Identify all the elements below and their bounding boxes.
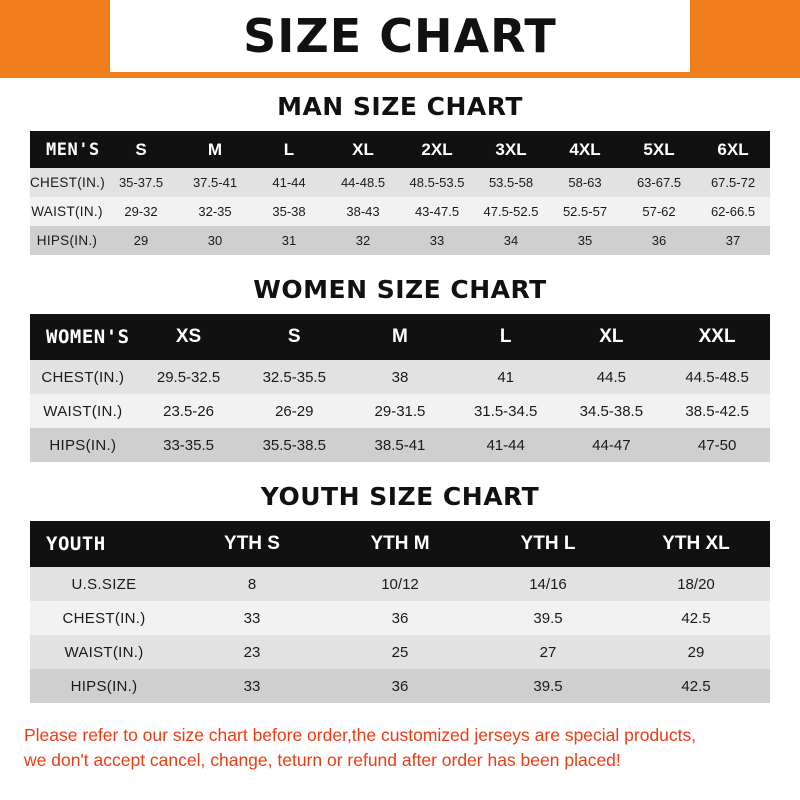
men-chest-2xl: 48.5-53.5 — [409, 175, 465, 190]
women-col-xl: XL — [559, 314, 665, 360]
table-row — [30, 197, 770, 226]
men-hips-xl: 32 — [355, 233, 371, 248]
men-hips-s: 29 — [133, 233, 149, 248]
men-chest-3xl: 53.5-58 — [488, 175, 534, 190]
women-col-l: L — [453, 314, 559, 360]
note-line-2: we don't accept cancel, change, teturn or refund after order has been placed! — [24, 750, 621, 771]
men-row-hips-label: HIPS(IN.) — [36, 233, 98, 248]
men-waist-2xl: 43-47.5 — [414, 204, 460, 219]
youth-chest-xl: 42.5 — [681, 609, 711, 627]
men-size-table — [30, 131, 770, 255]
men-chest-6xl: 67.5-72 — [710, 175, 756, 190]
women-hips-xs: 33-35.5 — [163, 436, 214, 454]
men-waist-l: 35-38 — [272, 204, 306, 219]
women-col-s: S — [241, 314, 347, 360]
table-row — [30, 168, 770, 197]
women-waist-xxl: 38.5-42.5 — [685, 402, 749, 420]
women-hips-m: 38.5-41 — [374, 436, 426, 454]
youth-header-label: YOUTH — [30, 521, 178, 567]
men-waist-s: 29-32 — [124, 204, 158, 219]
women-waist-l: 31.5-34.5 — [473, 402, 538, 420]
youth-row-ussize-label: U.S.SIZE — [71, 575, 137, 593]
youth-waist-xl: 29 — [687, 643, 705, 661]
men-hips-4xl: 35 — [577, 233, 593, 248]
youth-col-l: YTH L — [474, 521, 622, 567]
table-header-row — [30, 131, 770, 168]
women-section-title: WOMEN SIZE CHART — [253, 275, 547, 304]
header-banner — [0, 0, 800, 72]
youth-col-m: YTH M — [326, 521, 474, 567]
women-size-table — [30, 314, 770, 462]
youth-hips-s: 33 — [243, 677, 261, 695]
women-waist-xl: 34.5-38.5 — [579, 402, 644, 420]
men-hips-l: 31 — [281, 233, 297, 248]
table-header-row — [30, 521, 770, 567]
men-col-l: L — [252, 131, 326, 168]
men-waist-3xl: 47.5-52.5 — [483, 204, 539, 219]
men-hips-2xl: 33 — [429, 233, 445, 248]
women-col-xxl: XXL — [664, 314, 770, 360]
men-section-title: MAN SIZE CHART — [277, 92, 523, 121]
men-chest-4xl: 58-63 — [568, 175, 602, 190]
table-row — [30, 635, 770, 669]
youth-section-title: YOUTH SIZE CHART — [260, 482, 540, 511]
women-chest-s: 32.5-35.5 — [262, 368, 326, 386]
youth-chest-s: 33 — [243, 609, 261, 627]
women-chest-xs: 29.5-32.5 — [156, 368, 221, 386]
youth-waist-l: 27 — [539, 643, 557, 661]
men-col-m: M — [178, 131, 252, 168]
table-row — [30, 669, 770, 703]
men-col-4xl: 4XL — [548, 131, 622, 168]
youth-row-chest-label: CHEST(IN.) — [62, 609, 146, 627]
men-waist-4xl: 52.5-57 — [562, 204, 608, 219]
women-chest-xxl: 44.5-48.5 — [685, 368, 749, 386]
youth-ussize-m: 10/12 — [381, 575, 419, 593]
men-chest-s: 35-37.5 — [118, 175, 164, 190]
table-row — [30, 226, 770, 255]
women-hips-s: 35.5-38.5 — [262, 436, 326, 454]
youth-waist-m: 25 — [391, 643, 409, 661]
men-row-chest-label: CHEST(IN.) — [30, 175, 105, 190]
youth-col-xl: YTH XL — [622, 521, 770, 567]
men-col-s: S — [104, 131, 178, 168]
men-chest-l: 41-44 — [272, 175, 306, 190]
men-hips-3xl: 34 — [503, 233, 519, 248]
men-col-xl: XL — [326, 131, 400, 168]
page-title: SIZE CHART — [243, 9, 557, 63]
table-row — [30, 360, 770, 394]
women-hips-xl: 44-47 — [592, 436, 631, 454]
youth-hips-m: 36 — [391, 677, 409, 695]
youth-ussize-l: 14/16 — [529, 575, 567, 593]
women-col-m: M — [347, 314, 453, 360]
women-hips-xxl: 47-50 — [697, 436, 737, 454]
women-row-hips-label: HIPS(IN.) — [49, 436, 117, 454]
women-chest-xl: 44.5 — [596, 368, 626, 386]
men-chest-m: 37.5-41 — [192, 175, 238, 190]
women-waist-xs: 23.5-26 — [163, 402, 214, 420]
women-chest-m: 38 — [391, 368, 409, 386]
women-row-waist-label: WAIST(IN.) — [43, 402, 123, 420]
youth-ussize-xl: 18/20 — [677, 575, 715, 593]
men-hips-5xl: 36 — [651, 233, 667, 248]
men-waist-xl: 38-43 — [346, 204, 380, 219]
youth-waist-s: 23 — [243, 643, 261, 661]
youth-size-table — [30, 521, 770, 703]
men-chest-5xl: 63-67.5 — [636, 175, 682, 190]
men-waist-m: 32-35 — [198, 204, 232, 219]
youth-ussize-s: 8 — [247, 575, 257, 593]
men-col-3xl: 3XL — [474, 131, 548, 168]
men-waist-5xl: 57-62 — [642, 204, 676, 219]
table-header-row — [30, 314, 770, 360]
table-row — [30, 394, 770, 428]
men-col-6xl: 6XL — [696, 131, 770, 168]
men-col-2xl: 2XL — [400, 131, 474, 168]
youth-hips-l: 39.5 — [533, 677, 563, 695]
table-row — [30, 601, 770, 635]
men-waist-6xl: 62-66.5 — [710, 204, 756, 219]
men-chest-xl: 44-48.5 — [340, 175, 386, 190]
men-row-waist-label: WAIST(IN.) — [31, 204, 103, 219]
order-policy-note — [24, 723, 776, 774]
women-col-xs: XS — [136, 314, 242, 360]
youth-hips-xl: 42.5 — [681, 677, 711, 695]
note-line-1: Please refer to our size chart before order,the customized jerseys are special products, — [24, 725, 697, 745]
women-waist-m: 29-31.5 — [374, 402, 426, 420]
women-hips-l: 41-44 — [486, 436, 525, 454]
men-hips-6xl: 37 — [725, 233, 741, 248]
youth-col-s: YTH S — [178, 521, 326, 567]
women-chest-l: 41 — [497, 368, 514, 386]
women-row-chest-label: CHEST(IN.) — [41, 368, 125, 386]
men-hips-m: 30 — [207, 233, 223, 248]
youth-row-hips-label: HIPS(IN.) — [70, 677, 138, 695]
women-header-label: WOMEN'S — [30, 314, 136, 360]
men-col-5xl: 5XL — [622, 131, 696, 168]
table-row — [30, 567, 770, 601]
youth-chest-m: 36 — [391, 609, 409, 627]
table-row — [30, 428, 770, 462]
youth-row-waist-label: WAIST(IN.) — [64, 643, 144, 661]
men-header-label: MEN'S — [30, 131, 104, 168]
women-waist-s: 26-29 — [275, 402, 314, 420]
youth-chest-l: 39.5 — [533, 609, 563, 627]
